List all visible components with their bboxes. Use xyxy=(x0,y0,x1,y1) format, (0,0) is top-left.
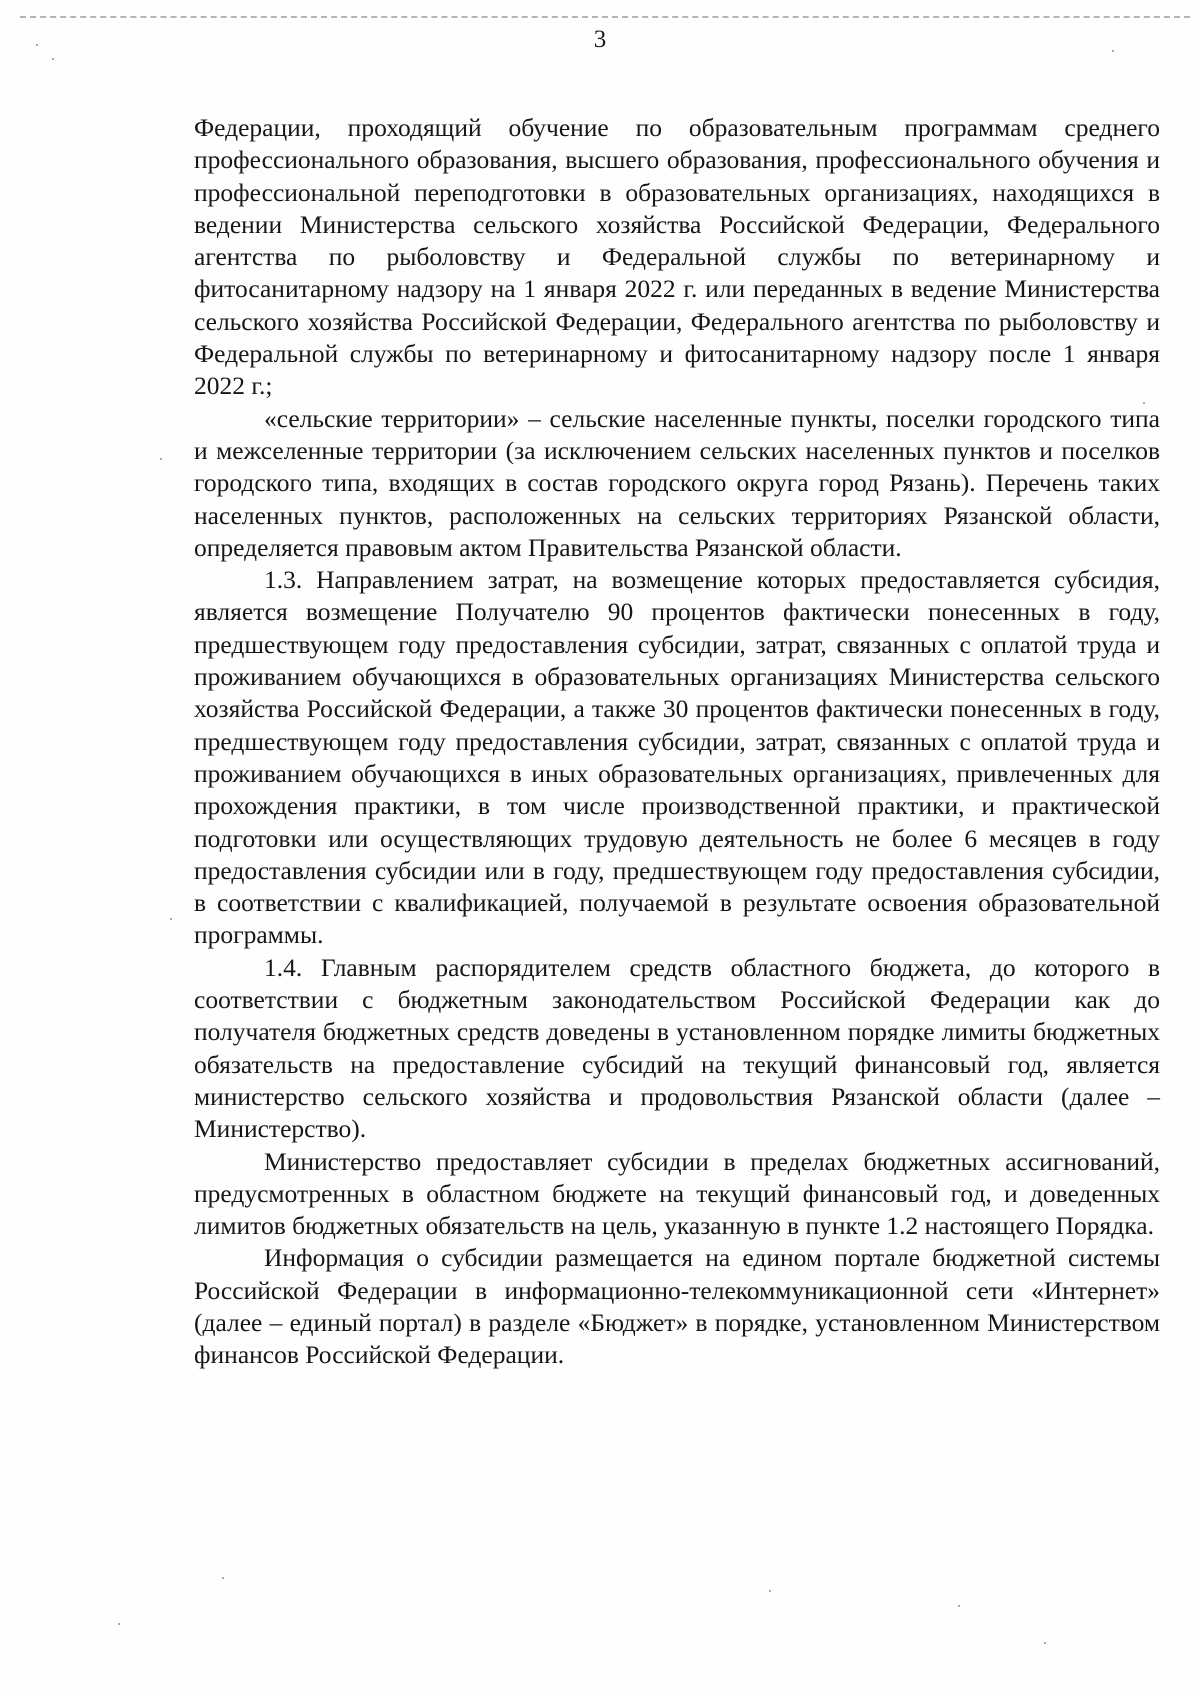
scan-speck xyxy=(1044,1642,1046,1644)
paragraph-continuation: Федерации, проходящий обучение по образовательным программам среднего профессионального образования, высшего образования, профессионального обучения и профессиональной переподготовки в образовательных организациях, находящихся в ведении Министерства сельского хозяйства Российской Федерации, Федерального агентства по рыболовству и Федеральной службы по ветеринарному и фитосанитарному надзору на 1 января 2022 г. или переданных в ведение Министерства сельского хозяйства Российской Федерации, Федерального агентства по рыболовству и Федеральной службы по ветеринарному и фитосанитарному надзору после 1 января 2022 г.; xyxy=(194,113,1160,401)
scan-speck xyxy=(52,58,54,60)
scan-top-edge xyxy=(20,16,1190,18)
scan-speck xyxy=(958,1605,960,1607)
paragraph-ministry-subsidies: Министерство предоставляет субсидии в пределах бюджетных ассигнований, предусмотренных в областном бюджете на текущий финансовый год, и доведенных лимитов бюджетных обязательств на цель, указанную в пункте 1.2 настоящего Порядка. xyxy=(194,1146,1160,1241)
scan-speck xyxy=(1143,402,1145,404)
scan-speck xyxy=(1112,50,1114,52)
paragraph-1-4: 1.4. Главным распорядителем средств областного бюджета, до которого в соответствии с бюджетным законодательством Российской Федерации как до получателя бюджетных средств доведены в установленном порядке лимиты бюджетных обязательств на предоставление субсидий на текущий финансовый год, является министерство сельского хозяйства и продовольствия Рязанской области (далее – Министерство). xyxy=(194,952,1160,1144)
paragraph-subsidy-information: Информация о субсидии размещается на едином портале бюджетной системы Российской Федерации в информационно-телекоммуникационной сети «Интернет» (далее – единый портал) в разделе «Бюджет» в порядке, установленном Министерством финансов Российской Федерации. xyxy=(194,1243,1160,1370)
paragraph-1-3: 1.3. Направлением затрат, на возмещение которых предоставляется субсидия, является возмещение Получателю 90 процентов фактически понесенных в году, предшествующем году предоставления субсидии, затрат, связанных с оплатой труда и проживанием обучающихся в образовательных организациях Министерства сельского хозяйства Российской Федерации, а также 30 процентов фактически понесенных в году, предшествующем году предоставления субсидии, затрат, связанных с оплатой труда и проживанием обучающихся в иных образовательных организациях, привлеченных для прохождения практики, в том числе производственной практики, и практической подготовки или осуществляющих трудовую деятельность не более 6 месяцев в году предоставления субсидии или в году, предшествующем году предоставления субсидии, в соответствии с квалификацией, получаемой в результате освоения образовательной программы. xyxy=(194,565,1160,950)
scan-speck xyxy=(222,1577,224,1579)
scan-speck xyxy=(36,44,38,46)
page-number: 3 xyxy=(593,26,607,53)
scan-speck xyxy=(160,458,162,460)
scan-speck xyxy=(769,1590,771,1592)
scan-speck xyxy=(170,918,172,920)
paragraph-rural-territories: «сельские территории» – сельские населенные пункты, поселки городского типа и межселенные территории (за исключением сельских населенных пунктов и поселков городского типа, входящих в состав городского округа город Рязань). Перечень таких населенных пунктов, расположенных на сельских территориях Рязанской области, определяется правовым актом Правительства Рязанской области. xyxy=(194,403,1160,562)
scan-speck xyxy=(118,1623,120,1625)
document-body xyxy=(194,112,1160,1372)
